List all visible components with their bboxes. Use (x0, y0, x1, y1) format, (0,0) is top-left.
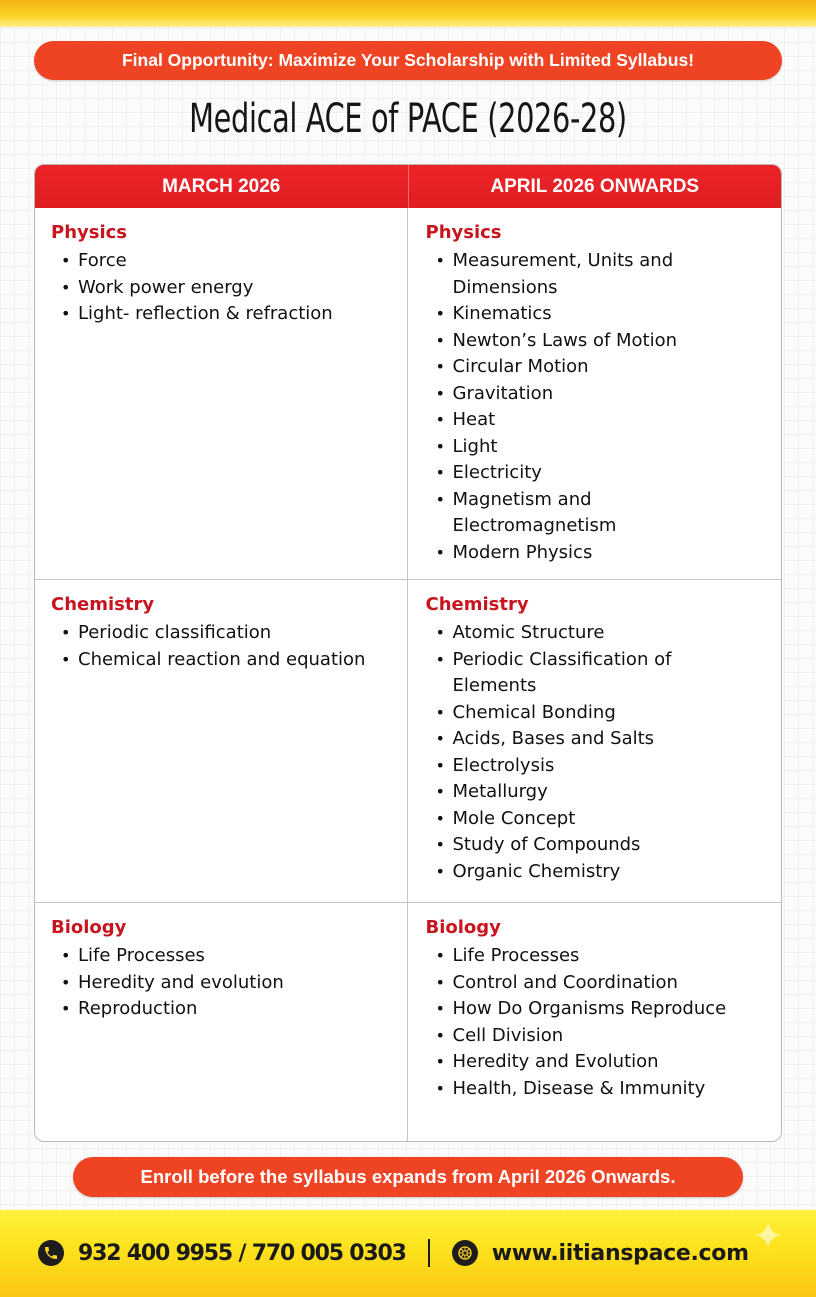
cell-march-chemistry (35, 580, 407, 902)
top-promo-banner: Final Opportunity: Maximize Your Scholarship with Limited Syllabus! (34, 41, 782, 80)
topic-item: • Life Processes (51, 943, 407, 970)
topic-item: • Cell Division (426, 1023, 782, 1050)
topic-list (426, 248, 782, 566)
topic-item: • Chemical reaction and equation (51, 647, 407, 674)
topic-list (51, 620, 407, 673)
topic-item: • Electrolysis (426, 753, 782, 780)
topic-item: • How Do Organisms Reproduce (426, 996, 782, 1023)
subject-label: Biology (425, 917, 501, 938)
topic-item: • Light- reflection & refraction (51, 301, 407, 328)
top-decorative-bar (0, 0, 816, 27)
topic-item: • Kinematics (426, 301, 782, 328)
subject-label: Physics (51, 222, 128, 243)
divider (428, 1239, 430, 1267)
topic-item: • Heredity and evolution (51, 970, 407, 997)
subject-label: Biology (51, 917, 127, 938)
page-title: Medical ACE of PACE (2026-28) (189, 96, 627, 142)
topic-item: • Periodic Classification of Elements (426, 647, 782, 700)
topic-item: • Newton’s Laws of Motion (426, 328, 782, 355)
topic-item: • Acids, Bases and Salts (426, 726, 782, 753)
cell-march-physics (35, 208, 407, 579)
table-header (35, 165, 781, 208)
topic-item: • Light (426, 434, 782, 461)
topic-item: • Measurement, Units and Dimensions (426, 248, 782, 301)
topic-item: • Gravitation (426, 381, 782, 408)
subject-label: Chemistry (425, 594, 529, 615)
table-row-chemistry (35, 579, 781, 902)
topic-item: • Magnetism and Electromagnetism (426, 487, 782, 540)
header-april: APRIL 2026 ONWARDS (408, 165, 782, 208)
topic-list (51, 248, 407, 328)
subject-label: Chemistry (51, 594, 155, 615)
topic-item: • Work power energy (51, 275, 407, 302)
phone-icon (38, 1240, 64, 1266)
phone-numbers[interactable]: 932 400 9955 / 770 005 0303 (78, 1240, 406, 1266)
topic-item: • Atomic Structure (426, 620, 782, 647)
contact-footer (0, 1210, 816, 1297)
sparkle-icon: ✦ (752, 1214, 784, 1258)
table-row-physics (35, 208, 781, 579)
cell-april-physics (407, 208, 782, 579)
topic-item: • Periodic classification (51, 620, 407, 647)
enroll-banner: Enroll before the syllabus expands from April 2026 Onwards. (73, 1157, 743, 1197)
header-march: MARCH 2026 (162, 175, 281, 197)
topic-item: • Study of Compounds (426, 832, 782, 859)
topic-item: • Circular Motion (426, 354, 782, 381)
topic-item: • Control and Coordination (426, 970, 782, 997)
cell-march-biology (35, 903, 407, 1142)
topic-item: • Modern Physics (426, 540, 782, 567)
globe-icon (452, 1240, 478, 1266)
topic-item: • Heredity and Evolution (426, 1049, 782, 1076)
topic-item: • Mole Concept (426, 806, 782, 833)
topic-item: • Metallurgy (426, 779, 782, 806)
contact-row (38, 1236, 749, 1270)
topic-list (426, 943, 782, 1102)
subject-label: Physics (425, 222, 502, 243)
topic-list (426, 620, 782, 885)
website-link[interactable]: www.iitianspace.com (491, 1240, 749, 1266)
topic-item: • Organic Chemistry (426, 859, 782, 886)
cell-april-chemistry (407, 580, 782, 902)
syllabus-table (34, 164, 782, 1142)
topic-item: • Chemical Bonding (426, 700, 782, 727)
table-row-biology (35, 902, 781, 1142)
cell-april-biology (407, 903, 782, 1142)
topic-item: • Heat (426, 407, 782, 434)
topic-item: • Electricity (426, 460, 782, 487)
topic-item: • Reproduction (51, 996, 407, 1023)
topic-list (51, 943, 407, 1023)
topic-item: • Life Processes (426, 943, 782, 970)
topic-item: • Force (51, 248, 407, 275)
topic-item: • Health, Disease & Immunity (426, 1076, 782, 1103)
